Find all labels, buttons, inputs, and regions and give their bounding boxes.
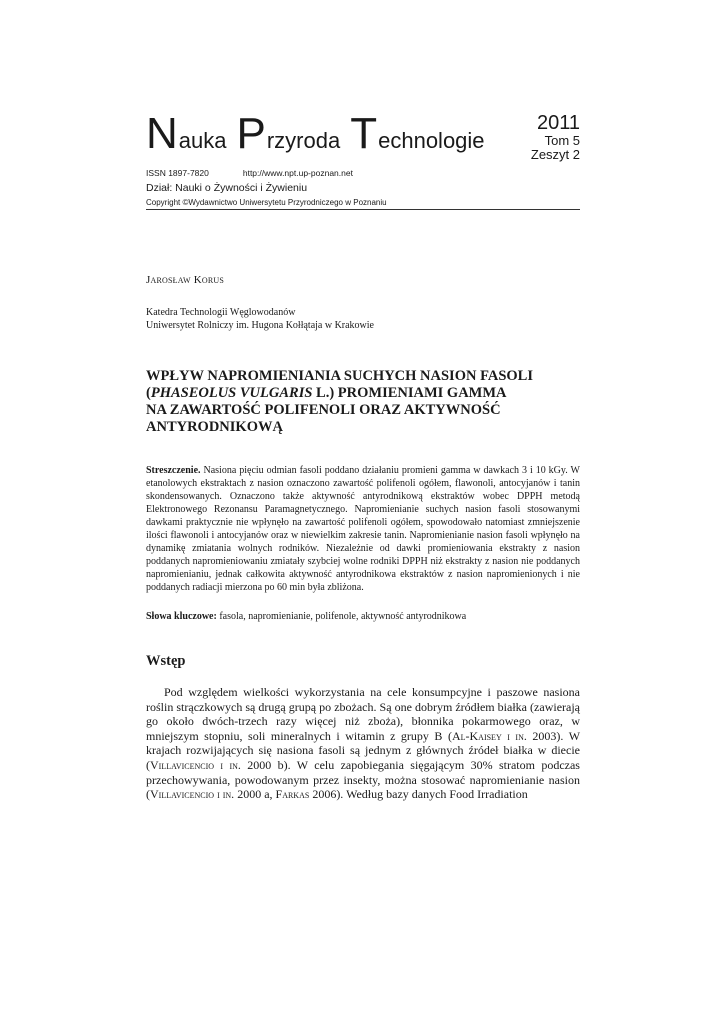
journal-issue: Zeszyt 2 bbox=[530, 147, 580, 163]
article-author: Jarosław Korus bbox=[146, 274, 225, 286]
title-initial-n: N bbox=[146, 109, 178, 158]
journal-year: 2011 bbox=[536, 112, 580, 134]
intro-text: 2003). W krajach rozwijających się nasiona fasoli są jednym z głównych źródeł białka w diecie ( bbox=[146, 728, 581, 772]
title-word-technologie: echnologie bbox=[378, 128, 485, 153]
abstract-text: Nasiona pięciu odmian fasoli poddano działaniu promieni gamma w dawkach 3 i 10 kGy. W etanolowych ekstraktach z nasion oznaczono zawartość polifenoli ogółem, flawonoli, antocyjanów i tanin skondensowanych. Oznaczono także aktywność antyrodnikową ekstraktów wobec DPPH metodą Elektronowego Rezonansu Paramagnetycznego. Napromienianie suchych nasion fasoli stosowanymi dawkami praktycznie nie wpłynęło na zawartość polifenoli ogółem, spowodowało natomiast zmniejszenie ilości flawonoli i antocyjanów oraz w niewielkim zakresie tanin. Napromienianie nasion fasoli wpłynęło na dynamikę zmiatania wolnych rodników. Niezależnie od dawki promieniowania ekstrakty z nasion poddanych napromieniowaniu zmiatały szybciej wolne rodniki DPPH niż ekstrakty z nasion nie poddanych napromienianiu, jednak całkowita aktywność antyrodnikowa ekstraktów z nasion napromienionych i nie poddanych radiacji mierzona po 60 min była zbliżona. bbox=[146, 465, 580, 593]
journal-department: Dział: Nauki o Żywności i Żywieniu bbox=[146, 182, 308, 194]
title-line: WPŁYW NAPROMIENIANIA SUCHYCH NASION FASOLI bbox=[146, 368, 533, 384]
title-initial-p: P bbox=[236, 109, 266, 158]
title-initial-t: T bbox=[350, 109, 378, 158]
title-paren: ( bbox=[146, 385, 151, 401]
journal-copyright: Copyright ©Wydawnictwo Uniwersytetu Przyrodniczego w Poznaniu bbox=[146, 198, 387, 207]
issue-info bbox=[531, 112, 580, 163]
header-divider bbox=[146, 209, 580, 210]
abstract-label: Streszczenie. bbox=[146, 465, 201, 476]
title-word-nauka: auka bbox=[178, 128, 227, 153]
citation: Villavicencio i in. bbox=[150, 787, 235, 802]
title-line bbox=[146, 385, 580, 402]
title-line: NA ZAWARTOŚĆ POLIFENOLI ORAZ AKTYWNOŚĆ bbox=[146, 402, 501, 418]
article-title bbox=[146, 368, 580, 436]
journal-masthead bbox=[146, 109, 580, 212]
affiliation-line: Uniwersytet Rolniczy im. Hugona Kołłątaja w Krakowie bbox=[146, 320, 374, 331]
section-heading: Wstęp bbox=[146, 653, 186, 669]
issn-line bbox=[146, 168, 353, 178]
journal-url[interactable]: http://www.npt.up-poznan.net bbox=[242, 168, 353, 178]
journal-title bbox=[146, 109, 485, 158]
citation: Farkas bbox=[275, 787, 310, 802]
abstract bbox=[146, 464, 580, 594]
journal-volume: Tom 5 bbox=[544, 133, 580, 148]
title-word-przyroda: rzyroda bbox=[266, 128, 341, 153]
title-line: ANTYRODNIKOWĄ bbox=[146, 419, 283, 435]
keywords-text: fasola, napromienianie, polifenole, aktywność antyrodnikowa bbox=[216, 611, 467, 622]
keywords-label: Słowa kluczowe: bbox=[146, 611, 217, 622]
issn: ISSN 1897-7820 bbox=[146, 168, 209, 178]
citation: Al-Kaisey i in. bbox=[451, 728, 527, 743]
citation: Villavicencio i in. bbox=[150, 757, 241, 772]
title-line-rest: L.) PROMIENIAMI GAMMA bbox=[312, 385, 507, 401]
keywords bbox=[146, 610, 580, 623]
intro-text: 2000 b). W celu zapobiegania sięgającym 30% stratom podczas przechowywania, powodowanym przez insekty, można stosować napromienianie nasion ( bbox=[146, 757, 580, 802]
species-name: PHASEOLUS VULGARIS bbox=[150, 385, 313, 401]
author-affiliation bbox=[146, 306, 374, 332]
intro-paragraph bbox=[146, 685, 580, 802]
affiliation-line: Katedra Technologii Węglowodanów bbox=[146, 307, 296, 318]
intro-text: Pod względem wielkości wykorzystania na cele konsumpcyjne i paszowe nasiona roślin strączkowych są drugą grupą po zbożach. Są one dobrym źródłem białka (zawierają go około dwóch-trzech razy więcej niż zboża), błonnika pokarmowego oraz, w mniejszym stopniu, soli mineralnych i witamin z grupy B ( bbox=[146, 685, 580, 743]
intro-text: 2006). Według bazy danych Food Irradiation bbox=[309, 787, 528, 802]
intro-text: 2000 a, bbox=[234, 787, 276, 802]
